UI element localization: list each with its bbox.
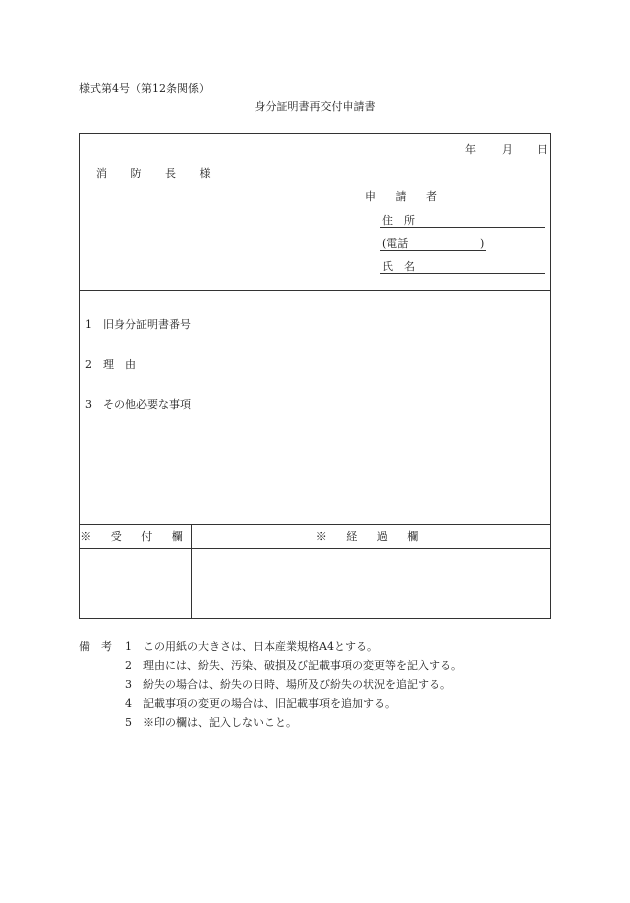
notes-label: 備 考: [79, 640, 112, 653]
address-field-line[interactable]: [380, 227, 545, 228]
item-old-id-number: 1 旧身分証明書番号: [85, 318, 191, 331]
form-number: 様式第4号（第12条関係）: [79, 82, 210, 95]
note-line: 2 理由には、紛失、汚染、破損及び記載事項の変更等を記入する。: [125, 659, 462, 672]
date-day-label: 日: [537, 143, 548, 156]
note-line: 5 ※印の欄は、記入しないこと。: [125, 716, 297, 729]
phone-open: (電話: [382, 237, 409, 250]
address-label: 住 所: [382, 214, 415, 227]
name-label: 氏 名: [382, 260, 415, 273]
addressee: 消 防 長 様: [96, 167, 221, 180]
applicant-heading: 申 請 者: [365, 190, 445, 203]
item-reason: 2 理 由: [85, 358, 136, 371]
item-other-matters: 3 その他必要な事項: [85, 398, 191, 411]
phone-close: ): [480, 237, 485, 250]
document-title: 身分証明書再交付申請書: [254, 100, 376, 113]
reception-column-header: ※ 受 付 欄: [80, 530, 191, 543]
reception-cell[interactable]: [80, 549, 191, 618]
progress-cell[interactable]: [192, 549, 550, 618]
note-line: 4 記載事項の変更の場合は、旧記載事項を追加する。: [125, 697, 396, 710]
progress-column-header: ※ 経 過 欄: [315, 530, 427, 543]
note-line: 3 紛失の場合は、紛失の日時、場所及び紛失の状況を追記する。: [125, 678, 451, 691]
phone-field-line[interactable]: [380, 250, 486, 251]
divider-body-table: [79, 524, 551, 525]
note-line: 1 この用紙の大きさは、日本産業規格A4とする。: [125, 640, 378, 653]
name-field-line[interactable]: [380, 273, 545, 274]
divider-header-body: [79, 290, 551, 291]
date-year-label: 年: [465, 143, 476, 156]
date-month-label: 月: [502, 143, 513, 156]
application-form-frame: [79, 133, 551, 619]
